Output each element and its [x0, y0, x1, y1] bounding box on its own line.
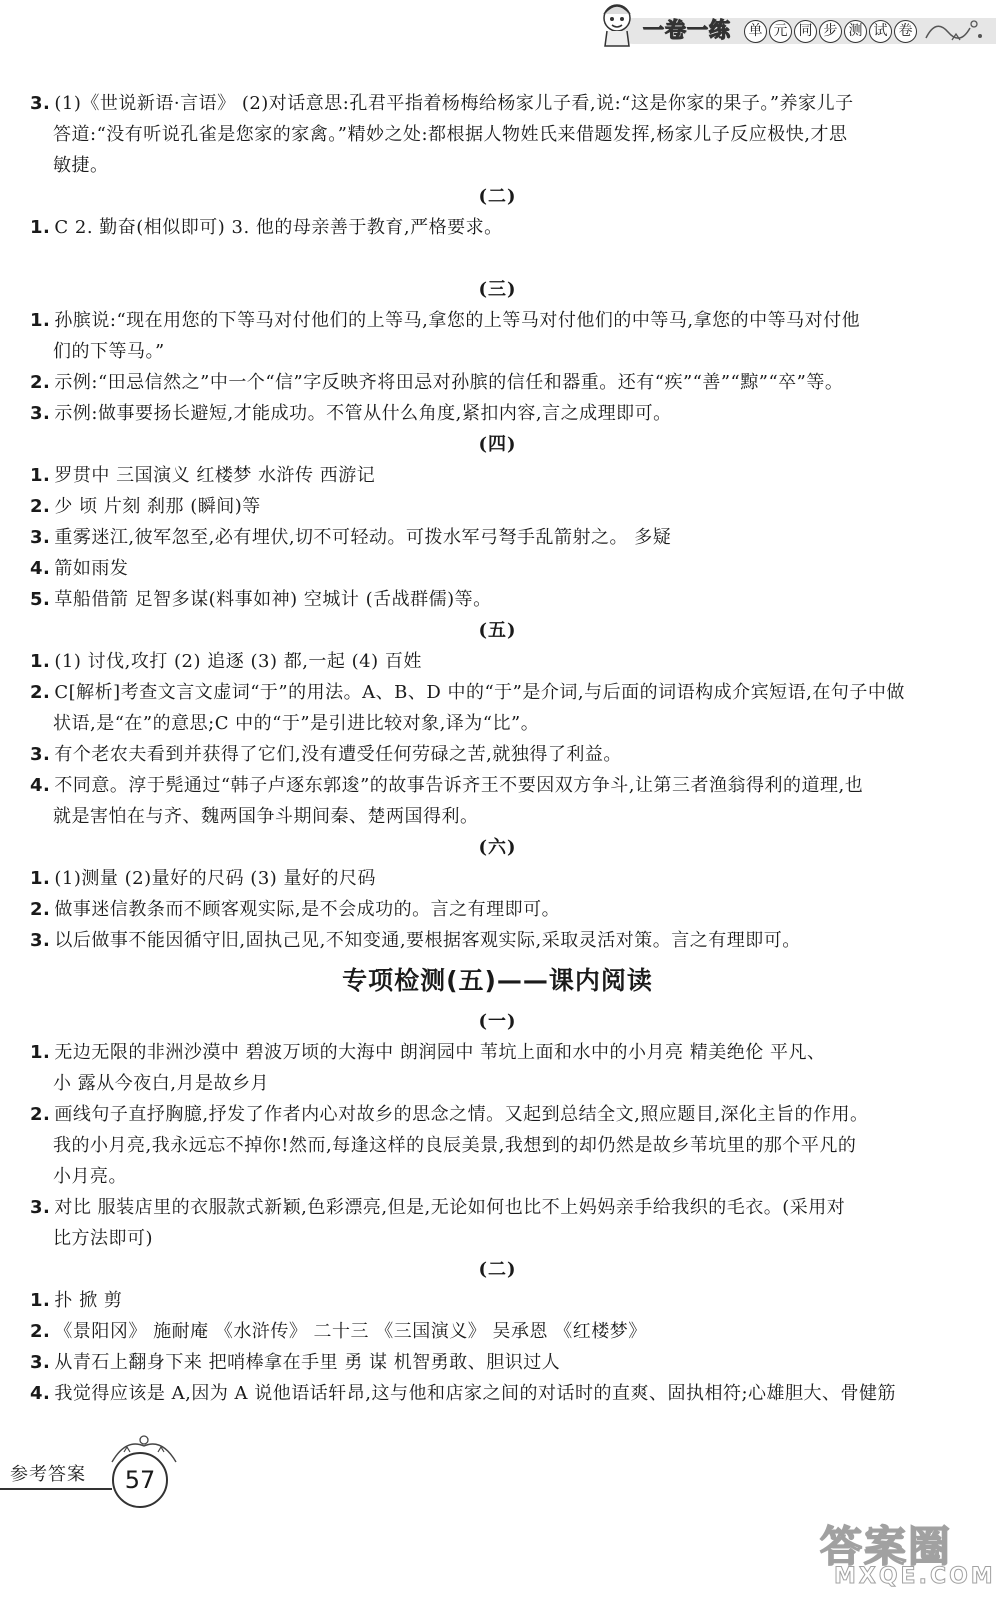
- item-text: 不同意。淳于髡通过“韩子卢逐东郭逡”的故事告诉齐王不要因双方争斗,让第三者渔翁得利的道理,也: [54, 775, 864, 796]
- answer-content: [30, 88, 965, 1409]
- answer-item: [30, 522, 965, 553]
- answer-item: [30, 677, 965, 708]
- answer-item: [30, 1347, 965, 1378]
- item-number: 1.: [30, 1042, 51, 1063]
- item-text: 扑 掀 剪: [54, 1290, 123, 1311]
- watermark-logo: [788, 1514, 996, 1594]
- watermark-url: MXQE.COM: [834, 1564, 996, 1589]
- item-number: 3.: [30, 93, 51, 114]
- answer-line-continued: 答道:“没有听说孔雀是您家的家禽。”精妙之处:都根据人物姓氏来借题发挥,杨家儿子反应极快,才思: [53, 124, 848, 145]
- item-number: 3.: [30, 1352, 51, 1373]
- footer-rule: [0, 1488, 112, 1490]
- header-subtitle: [744, 20, 917, 43]
- section-heading: (四): [478, 434, 517, 455]
- answer-item: [30, 1378, 965, 1409]
- answer-line-continued: 小 露从今夜白,月是故乡月: [53, 1073, 269, 1094]
- subtitle-char: 试: [869, 20, 892, 43]
- decorative-swirl-icon: [922, 14, 986, 48]
- item-number: 1.: [30, 1290, 51, 1311]
- answer-line-continued: 我的小月亮,我永远忘不掉你!然而,每逢这样的良辰美景,我想到的却仍然是故乡苇坑里的那个平凡的: [53, 1135, 857, 1156]
- item-number: 1.: [30, 310, 51, 331]
- watermark-text: 答案圈: [820, 1522, 953, 1571]
- item-number: 3.: [30, 930, 51, 951]
- answer-item: [30, 491, 965, 522]
- section-heading: (一): [478, 1011, 517, 1032]
- item-text: 无边无限的非洲沙漠中 碧波万顷的大海中 朗润园中 苇坑上面和水中的小月亮 精美绝伦 平凡、: [54, 1042, 826, 1063]
- item-text: 画线句子直抒胸臆,抒发了作者内心对故乡的思念之情。又起到总结全文,照应题目,深化主旨的作用。: [54, 1104, 869, 1125]
- page-title: 专项检测(五)——课内阅读: [342, 966, 653, 995]
- answer-item: [30, 1192, 965, 1223]
- answer-item: [30, 863, 965, 894]
- item-number: 2.: [30, 1321, 51, 1342]
- item-text: 《景阳冈》 施耐庵 《水浒传》 二十三 《三国演义》 吴承恩 《红楼梦》: [54, 1321, 647, 1342]
- answer-item: [30, 1099, 965, 1130]
- answer-item: [30, 646, 965, 677]
- answer-line-continued: 小月亮。: [53, 1166, 127, 1187]
- answer-line-continued: 们的下等马。”: [53, 341, 165, 362]
- item-number: 3.: [30, 744, 51, 765]
- item-text: 草船借箭 足智多谋(料事如神) 空城计 (舌战群儒)等。: [54, 589, 492, 610]
- section-heading: (五): [478, 620, 517, 641]
- item-number: 1.: [30, 217, 51, 238]
- answer-item: [30, 305, 965, 336]
- item-text: 对比 服装店里的衣服款式新颖,色彩漂亮,但是,无论如何也比不上妈妈亲手给我织的毛衣。(采用对: [54, 1197, 846, 1218]
- page-footer: [0, 1432, 230, 1532]
- item-text: C[解析]考查文言文虚词“于”的用法。A、B、D 中的“于”是介词,与后面的词语构成介宾短语,在句子中做: [54, 682, 905, 703]
- item-text: 我觉得应该是 A,因为 A 说他语话轩昂,这与他和店家之间的对话时的直爽、固执相符;心雄胆大、骨健筋: [54, 1383, 897, 1404]
- item-number: 1.: [30, 465, 51, 486]
- answer-line-continued: 就是害怕在与齐、魏两国争斗期间秦、楚两国得利。: [53, 806, 479, 827]
- item-number: 3.: [30, 527, 51, 548]
- subtitle-char: 测: [844, 20, 867, 43]
- item-number: 1.: [30, 651, 51, 672]
- subtitle-char: 卷: [894, 20, 917, 43]
- item-number: 4.: [30, 1383, 51, 1404]
- spacer: [30, 243, 965, 274]
- item-text: 重雾迷江,彼军忽至,必有埋伏,切不可轻动。可拨水军弓弩手乱箭射之。 多疑: [54, 527, 672, 548]
- answer-item: [30, 1037, 965, 1068]
- page-number: 57: [112, 1452, 168, 1508]
- item-number: 2.: [30, 496, 51, 517]
- item-text: (1)《世说新语·言语》 (2)对话意思:孔君平指着杨梅给杨家儿子看,说:“这是你家的果子。”养家儿子: [54, 93, 854, 114]
- subtitle-char: 步: [819, 20, 842, 43]
- answer-item: [30, 925, 965, 956]
- answer-item: [30, 1316, 965, 1347]
- item-text: 示例:做事要扬长避短,才能成功。不管从什么角度,紧扣内容,言之成理即可。: [54, 403, 672, 424]
- item-number: 4.: [30, 775, 51, 796]
- item-text: 罗贯中 三国演义 红楼梦 水浒传 西游记: [54, 465, 376, 486]
- subtitle-char: 单: [744, 20, 767, 43]
- item-number: 2.: [30, 1104, 51, 1125]
- answer-item: [30, 460, 965, 491]
- item-text: 示例:“田忌信然之”中一个“信”字反映齐将田忌对孙膑的信任和器重。还有“疾”“善”“黥”“卒”等。: [54, 372, 844, 393]
- item-number: 2.: [30, 372, 51, 393]
- section-heading: (六): [478, 837, 517, 858]
- answer-item: [30, 553, 965, 584]
- item-text: 少 顷 片刻 刹那 (瞬间)等: [54, 496, 261, 517]
- brand-title: 一卷一练: [643, 18, 731, 42]
- subtitle-char: 同: [794, 20, 817, 43]
- item-text: (1) 讨伐,攻打 (2) 追逐 (3) 都,一起 (4) 百姓: [54, 651, 422, 672]
- item-text: (1)测量 (2)量好的尺码 (3) 量好的尺码: [54, 868, 377, 889]
- item-text: 从青石上翻身下来 把哨棒拿在手里 勇 谋 机智勇敢、胆识过人: [54, 1352, 561, 1373]
- item-text: 孙膑说:“现在用您的下等马对付他们的上等马,拿您的上等马对付他们的中等马,拿您的中等马对付他: [54, 310, 861, 331]
- item-number: 4.: [30, 558, 51, 579]
- item-number: 1.: [30, 868, 51, 889]
- item-text: C 2. 勤奋(相似即可) 3. 他的母亲善于教育,严格要求。: [54, 217, 503, 238]
- item-text: 做事迷信教条而不顾客观实际,是不会成功的。言之有理即可。: [54, 899, 561, 920]
- section-heading: (二): [478, 186, 517, 207]
- answer-line-continued: 比方法即可): [53, 1228, 154, 1249]
- subtitle-char: 元: [769, 20, 792, 43]
- answer-line-continued: 状语,是“在”的意思;C 中的“于”是引进比较对象,译为“比”。: [53, 713, 540, 734]
- answer-item: [30, 739, 965, 770]
- page-header: [0, 0, 996, 52]
- item-text: 有个老农夫看到并获得了它们,没有遭受任何劳碌之苦,就独得了利益。: [54, 744, 622, 765]
- item-number: 3.: [30, 403, 51, 424]
- answer-item: [30, 88, 965, 119]
- item-text: 箭如雨发: [54, 558, 129, 579]
- item-number: 2.: [30, 899, 51, 920]
- item-number: 2.: [30, 682, 51, 703]
- answer-item: [30, 1285, 965, 1316]
- section-heading: (三): [478, 279, 517, 300]
- answer-item: [30, 212, 965, 243]
- answer-item: [30, 398, 965, 429]
- footer-label: 参考答案: [10, 1464, 86, 1485]
- mascot-icon: [595, 0, 639, 48]
- answer-item: [30, 770, 965, 801]
- section-heading: (二): [478, 1259, 517, 1280]
- answer-item: [30, 894, 965, 925]
- answer-item: [30, 584, 965, 615]
- answer-item: [30, 367, 965, 398]
- item-number: 3.: [30, 1197, 51, 1218]
- item-text: 以后做事不能因循守旧,固执己见,不知变通,要根据客观实际,采取灵活对策。言之有理即可。: [54, 930, 801, 951]
- answer-line-continued: 敏捷。: [53, 155, 109, 176]
- item-number: 5.: [30, 589, 51, 610]
